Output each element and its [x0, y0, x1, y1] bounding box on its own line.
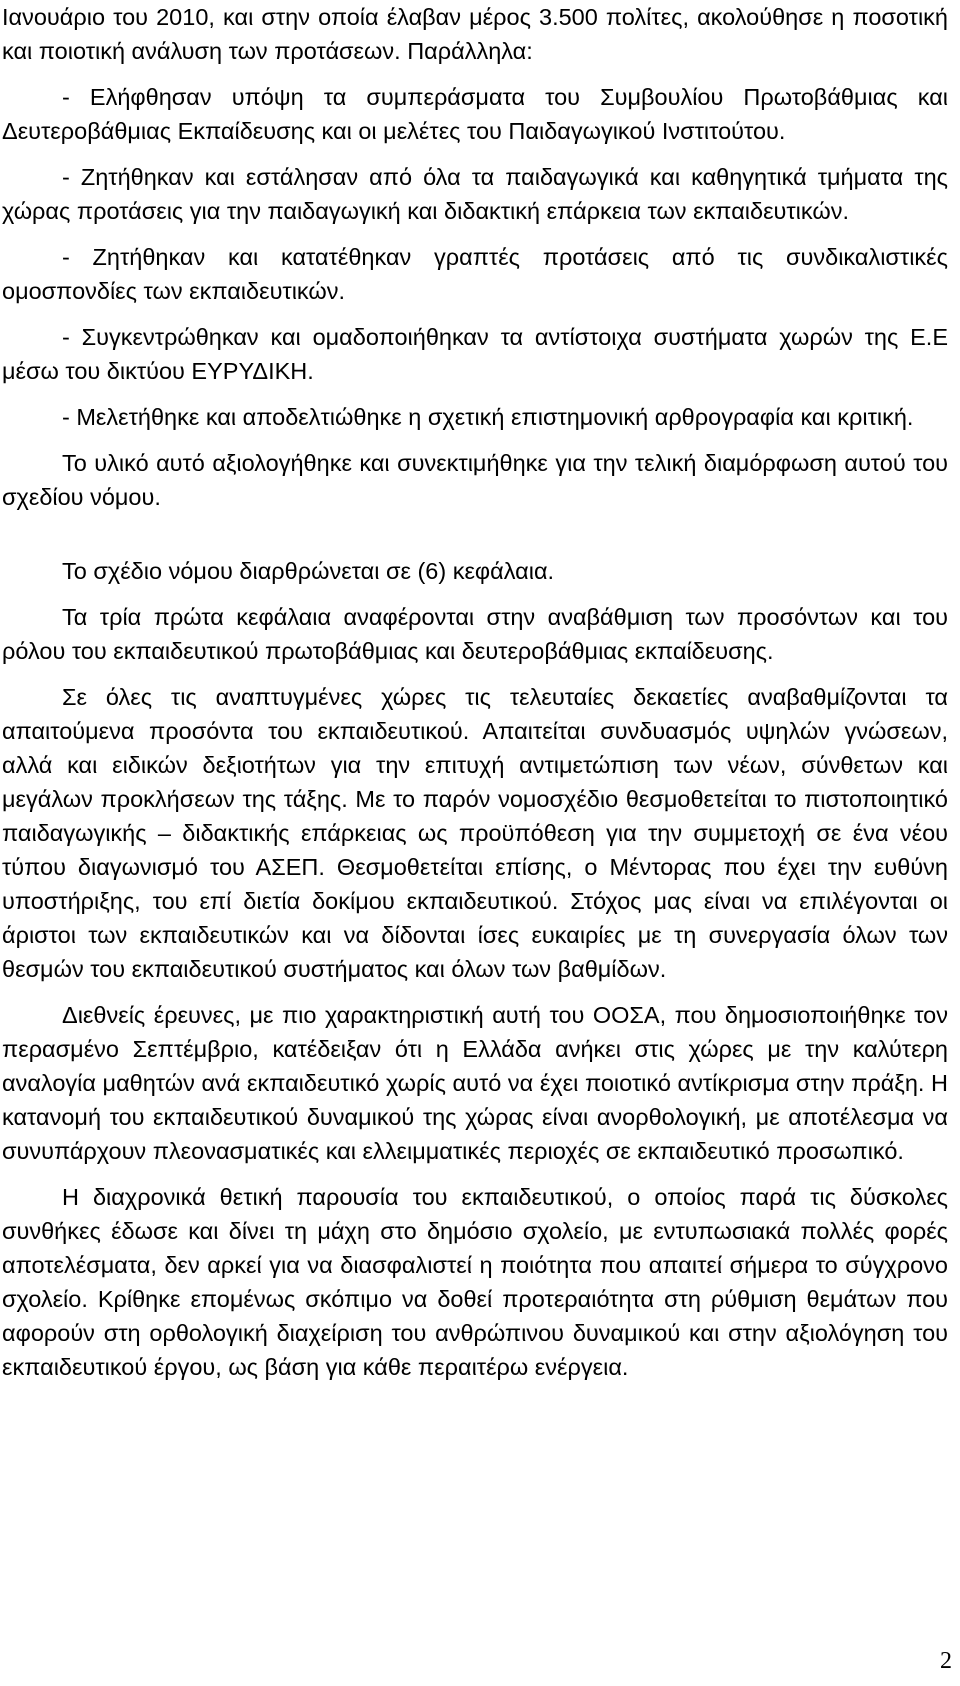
paragraph-chapters: Τα τρία πρώτα κεφάλαια αναφέρονται στην αναβάθμιση των προσόντων και του ρόλου του εκπαιδευτικού πρωτοβάθμιας και δευτεροβάθμιας εκπαίδευσης. [2, 604, 948, 664]
list-item-council: - Ελήφθησαν υπόψη τα συμπεράσματα του Συμβουλίου Πρωτοβάθμιας και Δευτεροβάθμιας Εκπαίδευσης και οι μελέτες του Παιδαγωγικού Ινστιτούτου. [2, 84, 948, 144]
paragraph-qualifications: Σε όλες τις αναπτυγμένες χώρες τις τελευταίες δεκαετίες αναβαθμίζονται τα απαιτούμενα προσόντα του εκπαιδευτικού. Απαιτείται συνδυασμός υψηλών γνώσεων, αλλά και ειδικών δεξιοτήτων για την επιτυχή αντιμετώπιση των νέων, σύνθετων και μεγάλων προκλήσεων της τάξης. Με το παρόν νομοσχέδιο θεσμοθετείται το πιστοποιητικό παιδαγωγικής – διδακτικής επάρκειας ως προϋπόθεση για την συμμετοχή σε ένα νέου τύπου διαγωνισμό του ΑΣΕΠ. Θεσμοθετείται επίσης, ο Μέντορας που έχει την ευθύνη υποστήριξης, του επί διετία δοκίμου εκπαιδευτικού. Στόχος μας είναι να επιλέγονται οι άριστοι των εκπαιδευτικών και να δίδονται ίσες ευκαιρίες με τη συνεργασία όλων των θεσμών του εκπαιδευτικού συστήματος και όλων των βαθμίδων. [2, 684, 948, 982]
list-item-literature: - Μελετήθηκε και αποδελτιώθηκε η σχετική επιστημονική αρθρογραφία και κριτική. [62, 404, 914, 430]
paragraph-oecd: Διεθνείς έρευνες, με πιο χαρακτηριστική αυτή του ΟΟΣΑ, που δημοσιοποιήθηκε τον περασμένο Σεπτέμβριο, κατέδειξαν ότι η Ελλάδα ανήκει στις χώρες με την καλύτερη αναλογία μαθητών ανά εκπαιδευτικό χωρίς αυτό να έχει ποιοτικό αντίκρισμα στην πράξη. Η κατανομή του εκπαιδευτικού δυναμικού της χώρας είναι ανορθολογική, με αποτέλεσμα να συνυπάρχουν πλεονασματικές και ελλειμματικές περιοχές σε εκπαιδευτικό προσωπικό. [2, 1002, 948, 1164]
paragraph-evaluation: Το υλικό αυτό αξιολογήθηκε και συνεκτιμήθηκε για την τελική διαμόρφωση αυτού του σχεδίου νόμου. [2, 450, 948, 510]
list-item-departments: - Ζητήθηκαν και εστάλησαν από όλα τα παιδαγωγικά και καθηγητικά τμήματα της χώρας προτάσεις για την παιδαγωγική και διδακτική επάρκεια των εκπαιδευτικών. [2, 164, 948, 224]
document-body [2, 0, 948, 1396]
paragraph-structure: Το σχέδιο νόμου διαρθρώνεται σε (6) κεφάλαια. [62, 558, 555, 584]
page-number: 2 [940, 1648, 952, 1674]
list-item-unions: - Ζητήθηκαν και κατατέθηκαν γραπτές προτάσεις από τις συνδικαλιστικές ομοσπονδίες των εκπαιδευτικών. [2, 244, 948, 304]
paragraph-teacher-presence: Η διαχρονικά θετική παρουσία του εκπαιδευτικού, ο οποίος παρά τις δύσκολες συνθήκες έδωσε και δίνει τη μάχη στο δημόσιο σχολείο, με εντυπωσιακά πολλές φορές αποτελέσματα, δεν αρκεί για να διασφαλιστεί η ποιότητα που απαιτεί σήμερα το σύγχρονο σχολείο. Κρίθηκε επομένως σκόπιμο να δοθεί προτεραιότητα στη ρύθμιση θεμάτων που αφορούν στη ορθολογική διαχείριση του ανθρώπινου δυναμικού και στην αξιολόγηση του εκπαιδευτικού έργου, ως βάση για κάθε περαιτέρω ενέργεια. [2, 1184, 948, 1380]
paragraph-intro: Ιανουάριο του 2010, και στην οποία έλαβαν μέρος 3.500 πολίτες, ακολούθησε η ποσοτική και ποιοτική ανάλυση των προτάσεων. Παράλληλα: [2, 4, 948, 64]
list-item-eurydice: - Συγκεντρώθηκαν και ομαδοποιήθηκαν τα αντίστοιχα συστήματα χωρών της Ε.Ε μέσω του δικτύου ΕΥΡΥΔΙΚΗ. [2, 324, 948, 384]
